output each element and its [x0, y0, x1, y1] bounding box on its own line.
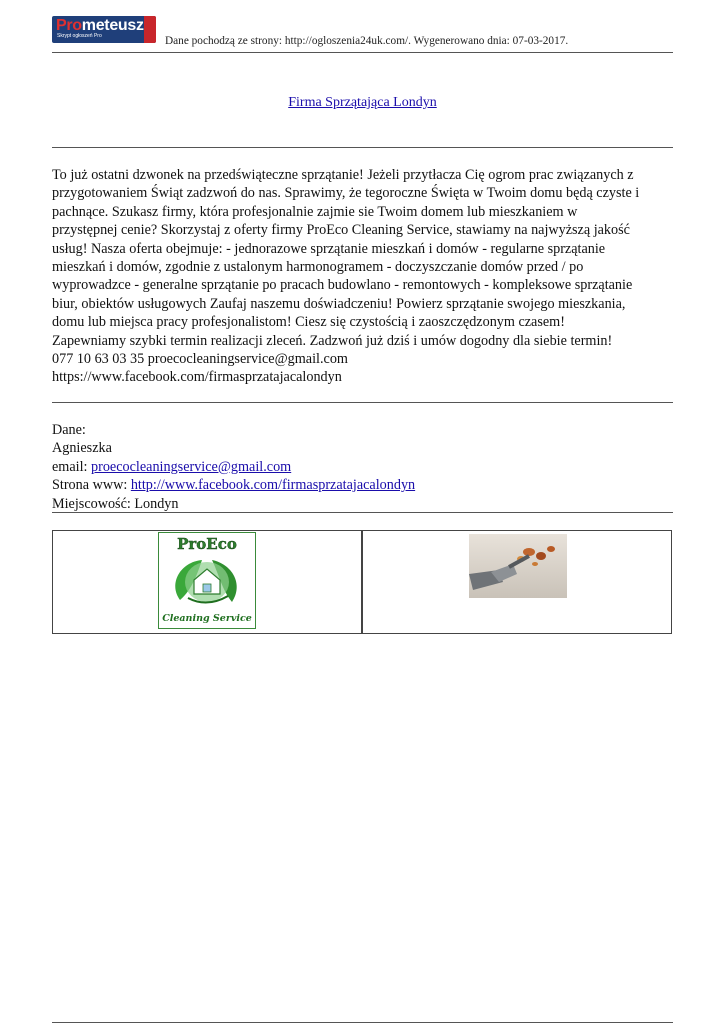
site-logo[interactable]	[52, 16, 156, 43]
logo-wordmark-accent: Pro	[56, 17, 82, 34]
www-link[interactable]: http://www.facebook.com/firmasprzatajacalondyn	[130, 477, 416, 494]
listing-description: To już ostatni dzwonek na przedświąteczne sprzątanie! Jeżeli przytłacza Cię ogrom prac związanych z przygotowaniem Świąt zadzwoń do nas. Sprawimy, że tegoroczne Święta w Twoim domu będą czyste i pachnące. Szukasz firmy, która profesjonalnie zajmie sie Twoim domem lub mieszkaniem w przystępnej cenie? Skorzystaj z oferty firmy ProEco Cleaning Service, stawiamy na najwyższą jakość usług! Nasza oferta obejmuje: - jednorazowe sprzątanie mieszkań i domów - regularne sprzątanie mieszkań i domów, zgodnie z ustalonym harmonogramem - doczyszczanie domów przed / po wyprowadzce - generalne sprzątanie po pracach budowlano - remontowych - kompleksowe sprzątanie biur, obiektów usługowych Zaufaj naszemu doświadczeniu! Powierz sprzątanie swojego mieszkania, domu lub miejsca pracy profesjonalistom! Ciesz się czystością i zaoszczędzonym czasem! Zapewniamy szybki termin realizacji zleceń. Zadzwoń już dziś i umów dogodny dla siebie termin! 077 10 63 03 35 proecocleaningservice@gmail.com https://www.facebook.com/firmasprzatajacalondyn	[52, 167, 640, 386]
email-row	[52, 458, 673, 476]
gallery-cell-1	[52, 530, 362, 634]
www-row	[52, 476, 673, 494]
vacuum-cleaning-photo[interactable]	[469, 534, 567, 598]
city-value: Londyn	[134, 495, 179, 512]
listing-title	[52, 94, 673, 111]
logo-accent-bar	[144, 16, 156, 43]
description-divider	[52, 402, 673, 403]
source-line: Dane pochodzą ze strony: http://ogloszenia24uk.com/. Wygenerowano dnia: 07-03-2017.	[165, 35, 569, 47]
logo-top-text: ProEco	[177, 535, 237, 553]
email-link[interactable]: proecocleaningservice@gmail.com	[91, 458, 292, 475]
logo-bottom-text: Cleaning Service	[162, 613, 252, 624]
city-row	[52, 495, 673, 513]
city-label: Miejscowość:	[52, 495, 135, 512]
contact-details	[52, 421, 673, 513]
logo-wordmark: Prometeusz	[56, 17, 144, 34]
title-divider	[52, 147, 673, 148]
email-label: email:	[52, 458, 92, 475]
footer-divider	[52, 1022, 673, 1023]
image-gallery	[52, 530, 673, 634]
details-divider	[52, 512, 673, 513]
logo-subtitle: Skrypt ogłoszeń Pro	[57, 33, 102, 39]
header-divider	[52, 52, 673, 53]
contact-name: Agnieszka	[52, 440, 112, 457]
www-label: Strona www:	[52, 477, 131, 494]
gallery-cell-2	[362, 530, 672, 634]
details-heading: Dane:	[52, 422, 86, 438]
proeco-logo-image[interactable]	[158, 532, 256, 629]
listing-title-link[interactable]: Firma Sprzątająca Londyn	[288, 95, 437, 110]
